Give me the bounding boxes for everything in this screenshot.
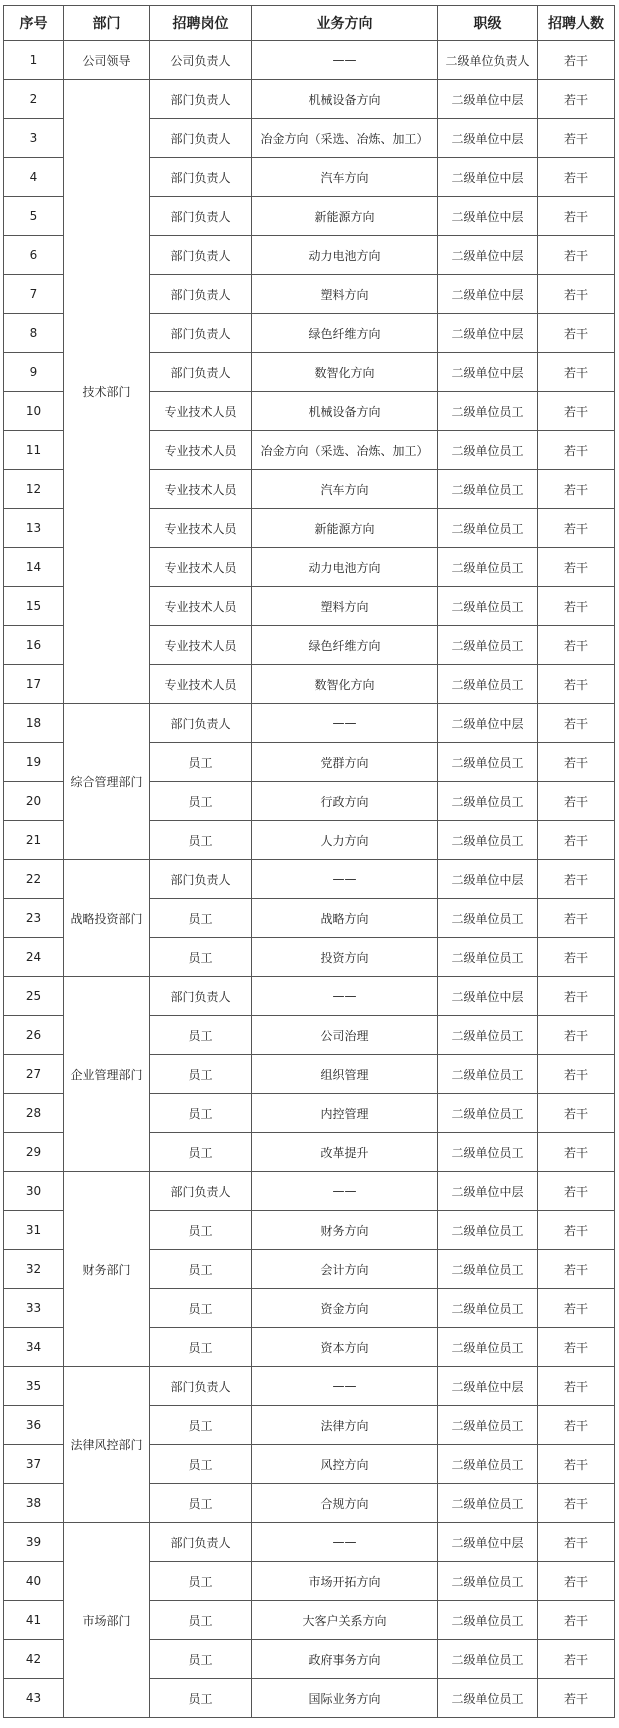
cell-position: 员工 [150, 1601, 252, 1640]
cell-count: 若干 [538, 41, 615, 80]
cell-no: 18 [4, 704, 64, 743]
cell-position: 部门负责人 [150, 275, 252, 314]
cell-position: 部门负责人 [150, 1367, 252, 1406]
cell-no: 12 [4, 470, 64, 509]
cell-position: 专业技术人员 [150, 665, 252, 704]
cell-no: 7 [4, 275, 64, 314]
cell-count: 若干 [538, 1016, 615, 1055]
cell-position: 员工 [150, 1328, 252, 1367]
cell-direction: —— [252, 1172, 438, 1211]
cell-no: 25 [4, 977, 64, 1016]
cell-count: 若干 [538, 431, 615, 470]
cell-position: 专业技术人员 [150, 548, 252, 587]
cell-count: 若干 [538, 899, 615, 938]
cell-no: 26 [4, 1016, 64, 1055]
cell-no: 35 [4, 1367, 64, 1406]
header-position: 招聘岗位 [150, 6, 252, 41]
cell-count: 若干 [538, 80, 615, 119]
cell-no: 2 [4, 80, 64, 119]
cell-position: 专业技术人员 [150, 470, 252, 509]
cell-position: 员工 [150, 938, 252, 977]
cell-no: 33 [4, 1289, 64, 1328]
cell-level: 二级单位员工 [438, 1094, 538, 1133]
header-row [4, 6, 615, 41]
cell-position: 部门负责人 [150, 197, 252, 236]
cell-position: 员工 [150, 1211, 252, 1250]
cell-no: 19 [4, 743, 64, 782]
cell-level: 二级单位员工 [438, 1055, 538, 1094]
cell-count: 若干 [538, 1406, 615, 1445]
table-row [4, 1172, 615, 1211]
cell-no: 43 [4, 1679, 64, 1718]
cell-no: 5 [4, 197, 64, 236]
cell-level: 二级单位中层 [438, 236, 538, 275]
cell-direction: 战略方向 [252, 899, 438, 938]
cell-no: 21 [4, 821, 64, 860]
cell-direction: 大客户关系方向 [252, 1601, 438, 1640]
cell-direction: 党群方向 [252, 743, 438, 782]
header-direction: 业务方向 [252, 6, 438, 41]
cell-no: 11 [4, 431, 64, 470]
cell-no: 39 [4, 1523, 64, 1562]
cell-level: 二级单位员工 [438, 548, 538, 587]
cell-count: 若干 [538, 158, 615, 197]
cell-level: 二级单位中层 [438, 1367, 538, 1406]
cell-count: 若干 [538, 860, 615, 899]
cell-no: 4 [4, 158, 64, 197]
cell-count: 若干 [538, 626, 615, 665]
cell-direction: 塑料方向 [252, 587, 438, 626]
table-row [4, 1367, 615, 1406]
cell-no: 9 [4, 353, 64, 392]
cell-level: 二级单位中层 [438, 353, 538, 392]
cell-no: 41 [4, 1601, 64, 1640]
cell-no: 38 [4, 1484, 64, 1523]
cell-count: 若干 [538, 392, 615, 431]
cell-count: 若干 [538, 782, 615, 821]
cell-no: 32 [4, 1250, 64, 1289]
cell-level: 二级单位员工 [438, 743, 538, 782]
cell-no: 27 [4, 1055, 64, 1094]
cell-direction: —— [252, 1367, 438, 1406]
cell-count: 若干 [538, 1172, 615, 1211]
cell-no: 29 [4, 1133, 64, 1172]
cell-department: 企业管理部门 [64, 977, 150, 1172]
cell-level: 二级单位中层 [438, 197, 538, 236]
cell-count: 若干 [538, 1601, 615, 1640]
cell-count: 若干 [538, 314, 615, 353]
cell-level: 二级单位员工 [438, 509, 538, 548]
cell-no: 22 [4, 860, 64, 899]
cell-position: 员工 [150, 1289, 252, 1328]
cell-level: 二级单位员工 [438, 1250, 538, 1289]
cell-position: 部门负责人 [150, 158, 252, 197]
cell-direction: 绿色纤维方向 [252, 314, 438, 353]
cell-no: 16 [4, 626, 64, 665]
cell-count: 若干 [538, 119, 615, 158]
cell-no: 6 [4, 236, 64, 275]
cell-direction: 绿色纤维方向 [252, 626, 438, 665]
cell-no: 23 [4, 899, 64, 938]
cell-no: 28 [4, 1094, 64, 1133]
cell-department: 法律风控部门 [64, 1367, 150, 1523]
cell-count: 若干 [538, 938, 615, 977]
cell-level: 二级单位员工 [438, 1601, 538, 1640]
cell-direction: 投资方向 [252, 938, 438, 977]
cell-position: 员工 [150, 1055, 252, 1094]
cell-count: 若干 [538, 470, 615, 509]
cell-position: 部门负责人 [150, 80, 252, 119]
cell-position: 员工 [150, 1562, 252, 1601]
cell-direction: 改革提升 [252, 1133, 438, 1172]
cell-direction: 法律方向 [252, 1406, 438, 1445]
cell-direction: 汽车方向 [252, 158, 438, 197]
header-level: 职级 [438, 6, 538, 41]
cell-department: 战略投资部门 [64, 860, 150, 977]
cell-count: 若干 [538, 236, 615, 275]
cell-level: 二级单位员工 [438, 1562, 538, 1601]
cell-count: 若干 [538, 548, 615, 587]
cell-level: 二级单位员工 [438, 821, 538, 860]
cell-department: 市场部门 [64, 1523, 150, 1718]
cell-count: 若干 [538, 587, 615, 626]
table-row [4, 977, 615, 1016]
cell-direction: 财务方向 [252, 1211, 438, 1250]
cell-no: 13 [4, 509, 64, 548]
cell-position: 部门负责人 [150, 704, 252, 743]
cell-count: 若干 [538, 1484, 615, 1523]
cell-direction: 公司治理 [252, 1016, 438, 1055]
cell-level: 二级单位员工 [438, 1328, 538, 1367]
cell-no: 8 [4, 314, 64, 353]
cell-direction: 资本方向 [252, 1328, 438, 1367]
cell-direction: 数智化方向 [252, 665, 438, 704]
cell-direction: 会计方向 [252, 1250, 438, 1289]
cell-level: 二级单位员工 [438, 1406, 538, 1445]
cell-direction: —— [252, 977, 438, 1016]
cell-count: 若干 [538, 743, 615, 782]
cell-count: 若干 [538, 1328, 615, 1367]
table-row [4, 704, 615, 743]
cell-level: 二级单位员工 [438, 782, 538, 821]
cell-direction: 动力电池方向 [252, 236, 438, 275]
cell-level: 二级单位中层 [438, 1523, 538, 1562]
cell-level: 二级单位中层 [438, 977, 538, 1016]
cell-no: 17 [4, 665, 64, 704]
cell-count: 若干 [538, 1211, 615, 1250]
cell-position: 部门负责人 [150, 977, 252, 1016]
cell-level: 二级单位员工 [438, 899, 538, 938]
cell-direction: 动力电池方向 [252, 548, 438, 587]
cell-position: 部门负责人 [150, 1172, 252, 1211]
cell-direction: 汽车方向 [252, 470, 438, 509]
cell-position: 专业技术人员 [150, 626, 252, 665]
cell-count: 若干 [538, 509, 615, 548]
cell-position: 专业技术人员 [150, 587, 252, 626]
cell-level: 二级单位员工 [438, 1679, 538, 1718]
cell-level: 二级单位员工 [438, 626, 538, 665]
cell-direction: 冶金方向（采选、冶炼、加工） [252, 431, 438, 470]
cell-level: 二级单位员工 [438, 1289, 538, 1328]
cell-level: 二级单位员工 [438, 665, 538, 704]
header-department: 部门 [64, 6, 150, 41]
cell-no: 30 [4, 1172, 64, 1211]
cell-position: 公司负责人 [150, 41, 252, 80]
cell-level: 二级单位中层 [438, 275, 538, 314]
cell-direction: 国际业务方向 [252, 1679, 438, 1718]
cell-level: 二级单位员工 [438, 392, 538, 431]
cell-position: 专业技术人员 [150, 431, 252, 470]
cell-no: 10 [4, 392, 64, 431]
cell-direction: 新能源方向 [252, 509, 438, 548]
cell-level: 二级单位员工 [438, 1133, 538, 1172]
cell-no: 34 [4, 1328, 64, 1367]
cell-direction: 行政方向 [252, 782, 438, 821]
cell-count: 若干 [538, 1055, 615, 1094]
cell-position: 员工 [150, 1406, 252, 1445]
cell-count: 若干 [538, 197, 615, 236]
cell-level: 二级单位员工 [438, 1445, 538, 1484]
cell-direction: 风控方向 [252, 1445, 438, 1484]
cell-count: 若干 [538, 1640, 615, 1679]
table-row [4, 80, 615, 119]
cell-position: 员工 [150, 1640, 252, 1679]
cell-position: 员工 [150, 1484, 252, 1523]
cell-position: 员工 [150, 1679, 252, 1718]
cell-department: 综合管理部门 [64, 704, 150, 860]
cell-position: 专业技术人员 [150, 392, 252, 431]
cell-direction: —— [252, 1523, 438, 1562]
cell-no: 1 [4, 41, 64, 80]
cell-direction: 组织管理 [252, 1055, 438, 1094]
cell-direction: 新能源方向 [252, 197, 438, 236]
cell-position: 员工 [150, 1250, 252, 1289]
cell-department: 财务部门 [64, 1172, 150, 1367]
cell-count: 若干 [538, 1133, 615, 1172]
cell-position: 员工 [150, 1016, 252, 1055]
table-row [4, 1523, 615, 1562]
cell-count: 若干 [538, 1679, 615, 1718]
cell-position: 部门负责人 [150, 1523, 252, 1562]
cell-count: 若干 [538, 353, 615, 392]
cell-position: 员工 [150, 1094, 252, 1133]
cell-direction: 数智化方向 [252, 353, 438, 392]
cell-level: 二级单位负责人 [438, 41, 538, 80]
cell-direction: 资金方向 [252, 1289, 438, 1328]
recruitment-table [3, 5, 615, 1718]
cell-position: 员工 [150, 782, 252, 821]
cell-direction: —— [252, 41, 438, 80]
cell-level: 二级单位员工 [438, 1016, 538, 1055]
cell-count: 若干 [538, 1562, 615, 1601]
cell-level: 二级单位员工 [438, 938, 538, 977]
table-body [4, 41, 615, 1718]
cell-direction: 市场开拓方向 [252, 1562, 438, 1601]
cell-position: 员工 [150, 1133, 252, 1172]
cell-position: 员工 [150, 821, 252, 860]
cell-no: 42 [4, 1640, 64, 1679]
cell-no: 14 [4, 548, 64, 587]
cell-no: 24 [4, 938, 64, 977]
cell-direction: 人力方向 [252, 821, 438, 860]
cell-position: 部门负责人 [150, 236, 252, 275]
cell-direction: 冶金方向（采选、冶炼、加工） [252, 119, 438, 158]
cell-count: 若干 [538, 1250, 615, 1289]
cell-count: 若干 [538, 1367, 615, 1406]
cell-level: 二级单位中层 [438, 1172, 538, 1211]
cell-direction: —— [252, 860, 438, 899]
cell-count: 若干 [538, 1289, 615, 1328]
header-no: 序号 [4, 6, 64, 41]
cell-count: 若干 [538, 665, 615, 704]
cell-department: 技术部门 [64, 80, 150, 704]
cell-count: 若干 [538, 1445, 615, 1484]
cell-count: 若干 [538, 1523, 615, 1562]
cell-no: 15 [4, 587, 64, 626]
cell-level: 二级单位中层 [438, 860, 538, 899]
cell-direction: —— [252, 704, 438, 743]
cell-level: 二级单位员工 [438, 1484, 538, 1523]
cell-count: 若干 [538, 1094, 615, 1133]
cell-level: 二级单位中层 [438, 704, 538, 743]
cell-level: 二级单位中层 [438, 314, 538, 353]
cell-level: 二级单位中层 [438, 119, 538, 158]
cell-position: 部门负责人 [150, 314, 252, 353]
header-count: 招聘人数 [538, 6, 615, 41]
cell-direction: 合规方向 [252, 1484, 438, 1523]
table-row [4, 860, 615, 899]
cell-level: 二级单位员工 [438, 470, 538, 509]
cell-position: 员工 [150, 1445, 252, 1484]
cell-position: 部门负责人 [150, 353, 252, 392]
cell-no: 20 [4, 782, 64, 821]
cell-level: 二级单位中层 [438, 80, 538, 119]
cell-no: 36 [4, 1406, 64, 1445]
cell-position: 专业技术人员 [150, 509, 252, 548]
cell-direction: 政府事务方向 [252, 1640, 438, 1679]
cell-position: 员工 [150, 899, 252, 938]
cell-level: 二级单位员工 [438, 431, 538, 470]
cell-position: 员工 [150, 743, 252, 782]
cell-position: 部门负责人 [150, 860, 252, 899]
cell-no: 37 [4, 1445, 64, 1484]
cell-level: 二级单位员工 [438, 587, 538, 626]
cell-position: 部门负责人 [150, 119, 252, 158]
cell-level: 二级单位员工 [438, 1640, 538, 1679]
cell-direction: 机械设备方向 [252, 392, 438, 431]
cell-direction: 机械设备方向 [252, 80, 438, 119]
cell-level: 二级单位中层 [438, 158, 538, 197]
cell-level: 二级单位员工 [438, 1211, 538, 1250]
cell-count: 若干 [538, 977, 615, 1016]
table-row [4, 41, 615, 80]
cell-no: 31 [4, 1211, 64, 1250]
cell-direction: 塑料方向 [252, 275, 438, 314]
cell-count: 若干 [538, 821, 615, 860]
cell-count: 若干 [538, 275, 615, 314]
cell-no: 40 [4, 1562, 64, 1601]
cell-no: 3 [4, 119, 64, 158]
cell-count: 若干 [538, 704, 615, 743]
cell-direction: 内控管理 [252, 1094, 438, 1133]
cell-department: 公司领导 [64, 41, 150, 80]
